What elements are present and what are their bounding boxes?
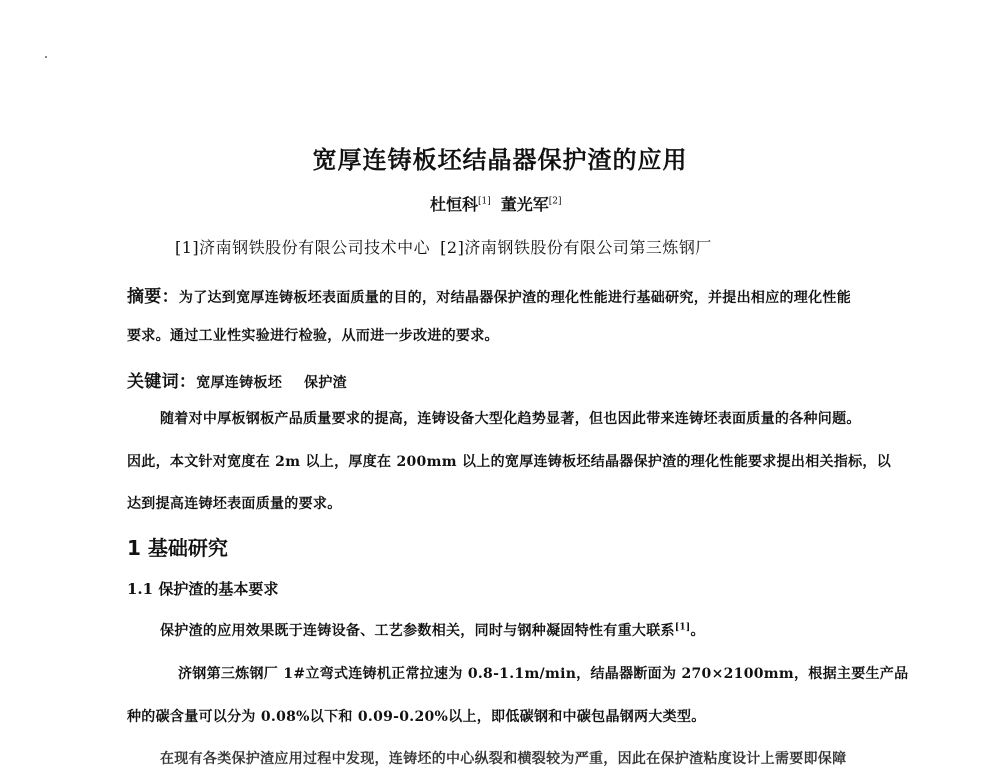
body-line: 种的碳含量可以分为 0.08%以下和 0.09-0.20%以上，即低碳钢和中碳包晶钢两大类型。	[127, 709, 706, 725]
abstract-text: 要求。通过工业性实验进行检验，从而进一步改进的要求。	[127, 328, 499, 344]
keyword: 宽厚连铸板坯	[196, 375, 283, 391]
abstract-label: 摘要：	[127, 287, 179, 307]
affiliation: [1]济南钢铁股份有限公司技术中心	[175, 238, 431, 257]
intro-line: 达到提高连铸坯表面质量的要求。	[127, 496, 342, 512]
abstract-line	[127, 282, 851, 307]
body-text: 。	[690, 623, 705, 639]
keyword: 保护渣	[304, 375, 347, 391]
body-text: 保护渣的应用效果既于连铸设备、工艺参数相关，同时与钢种凝固特性有重大联系	[160, 623, 675, 639]
intro-line: 因此，本文针对宽度在 2m 以上，厚度在 200mm 以上的宽厚连铸板坯结晶器保护渣的理化性能要求提出相关指标，以	[127, 454, 891, 470]
abstract-line	[127, 325, 499, 345]
paper-title: 宽厚连铸板坯结晶器保护渣的应用	[312, 146, 688, 174]
subsection-heading: 1.1 保护渣的基本要求	[127, 580, 279, 598]
body-line-cutoff: 在现有各类保护渣应用过程中发现，连铸坯的中心纵裂和横裂较为严重，因此在保护渣粘度设计上需要即保障	[160, 751, 847, 767]
author-name: 董光军	[500, 195, 549, 214]
author-line	[430, 192, 562, 215]
body-line	[160, 620, 705, 640]
affiliation-line	[175, 235, 712, 258]
citation-ref: [1]	[674, 622, 691, 633]
abstract-text: 为了达到宽厚连铸板坯表面质量的目的，对结晶器保护渣的理化性能进行基础研究，并提出相应的理化性能	[178, 290, 852, 306]
section-heading: 1 基础研究	[127, 536, 228, 560]
author-ref: [1]	[478, 196, 491, 207]
author-name: 杜恒科	[430, 195, 479, 214]
keywords-label: 关键词：	[127, 372, 197, 392]
intro-line: 随着对中厚板钢板产品质量要求的提高，连铸设备大型化趋势显著，但也因此带来连铸坯表面质量的各种问题。	[160, 411, 861, 427]
scan-speck	[45, 56, 47, 58]
affiliation: [2]济南钢铁股份有限公司第三炼钢厂	[440, 238, 712, 257]
keywords-line	[127, 367, 347, 392]
author-ref: [2]	[548, 196, 562, 207]
body-line: 济钢第三炼钢厂 1#立弯式连铸机正常拉速为 0.8-1.1m/min，结晶器断面为 270×2100mm，根据主要生产品	[178, 666, 909, 682]
